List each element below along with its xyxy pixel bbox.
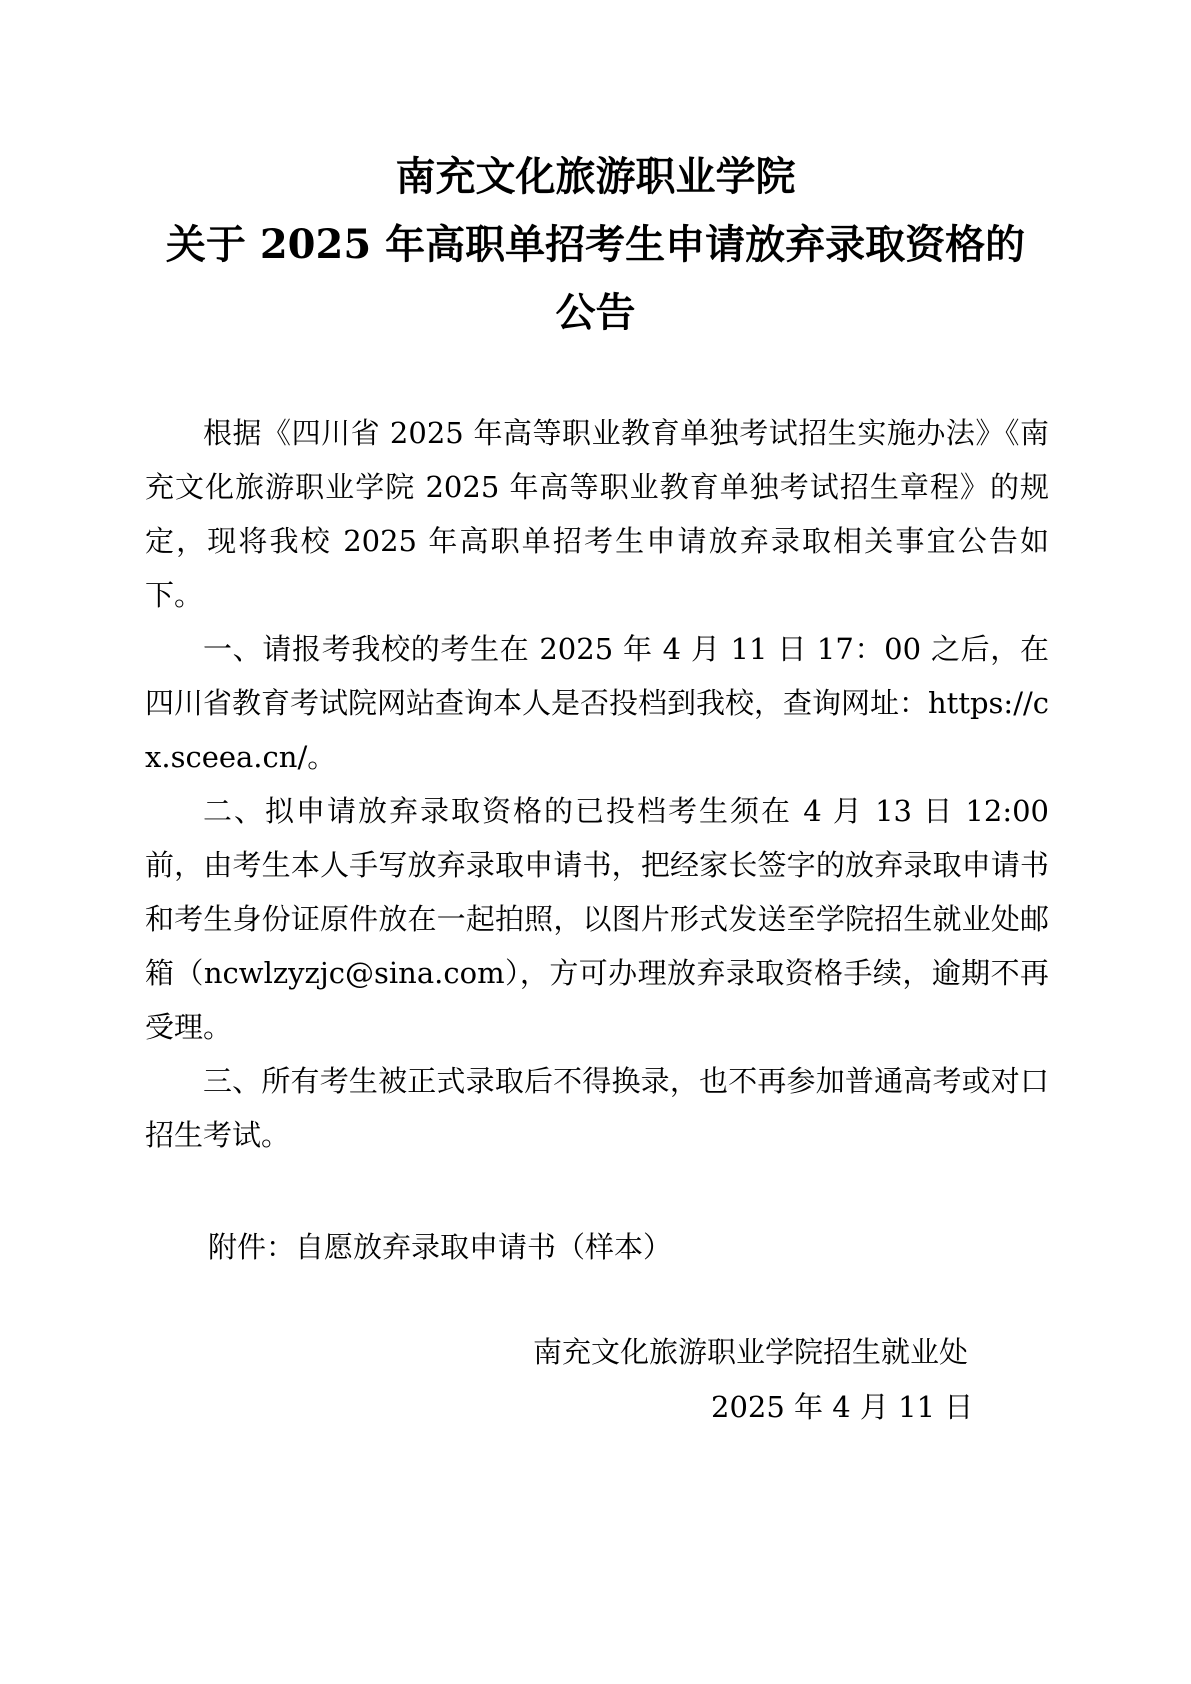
title-line-subject: 关于 2025 年高职单招考生申请放弃录取资格的	[165, 221, 1026, 268]
signature-date: 2025 年 4 月 11 日	[711, 1390, 974, 1424]
attachment-note: 附件：自愿放弃录取申请书（样本）	[208, 1230, 673, 1264]
paragraph-intro: 根据《四川省 2025 年高等职业教育单独考试招生实施办法》《南充文化旅游职业学院 2025 年高等职业教育单独考试招生章程》的规定，现将我校 2025 年高职单招考生申请放弃录取相关事宜公告如下。	[145, 416, 1049, 612]
paragraph-item-3: 三、所有考生被正式录取后不得换录，也不再参加普通高考或对口招生考试。	[145, 1064, 1049, 1152]
notice-title	[130, 143, 1061, 347]
paragraph-item-1: 一、请报考我校的考生在 2025 年 4 月 11 日 17：00 之后，在四川省教育考试院网站查询本人是否投档到我校，查询网址：https://cx.sceea.cn/。	[145, 632, 1049, 774]
notice-body	[145, 406, 1049, 1162]
signature-organization: 南充文化旅游职业学院招生就业处	[533, 1335, 969, 1369]
paragraph-item-2: 二、拟申请放弃录取资格的已投档考生须在 4 月 13 日 12:00 前，由考生本人手写放弃录取申请书，把经家长签字的放弃录取申请书和考生身份证原件放在一起拍照，以图片形式发送至学院招生就业处邮箱（ncwlzyzjc@sina.com），方可办理放弃录取资格手续，逾期不再受理。	[145, 794, 1049, 1044]
title-line-notice: 公告	[555, 289, 636, 336]
title-line-school: 南充文化旅游职业学院	[395, 153, 796, 200]
